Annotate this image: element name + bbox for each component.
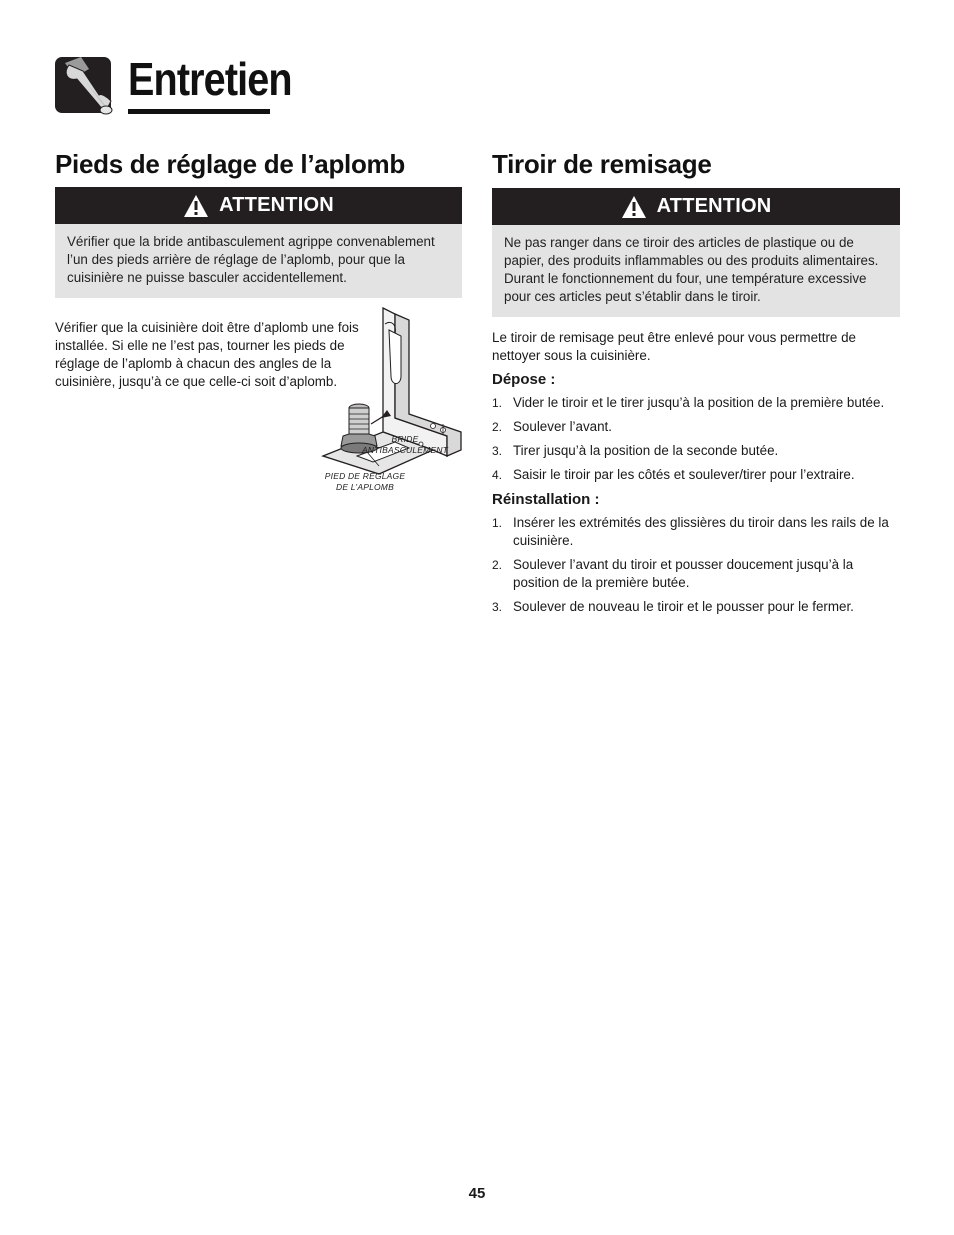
removal-heading: Dépose : — [492, 371, 556, 388]
list-item: 1. Insérer les extrémités des glissières du tiroir dans les rails de la cuisinière. — [492, 515, 889, 548]
attention-label: ATTENTION — [219, 194, 334, 216]
reinstallation-heading: Réinstallation : — [492, 491, 600, 508]
list-item: 3. Soulever de nouveau le tiroir et le pousser pour le fermer. — [492, 599, 854, 614]
storage-drawer-section — [492, 148, 900, 622]
warning-icon — [183, 194, 209, 218]
leveling-leg-label: PIED DE RÉGLAGE DE L’APLOMB — [324, 471, 406, 492]
warning-icon — [621, 195, 647, 219]
attention-text: Vérifier que la bride antibasculement agrippe convenablement l’un des pieds arrière de réglage de l’aplomb, pour que la cuisinière ne puisse basculer accidentellement. — [55, 224, 462, 298]
title-rule — [128, 109, 270, 114]
tool-icon — [55, 55, 113, 117]
removal-steps — [492, 394, 900, 484]
leveling-instructions: Vérifier que la cuisinière doit être d’aplomb une fois installée. Si elle ne l’est pas, tourner les pieds de réglage de l’aplomb à chacun des angles de la cuisinière, jusqu’à ce que celle-ci soit d’aplomb. — [55, 320, 359, 389]
bracket-label: BRIDE ANTIBASCULEMENT — [361, 434, 449, 455]
attention-bar — [55, 187, 462, 224]
list-item: 2. Soulever l’avant du tiroir et pousser doucement jusqu’à la position de la première butée. — [492, 557, 854, 590]
page-title: Entretien — [128, 53, 292, 105]
section-heading-drawer: Tiroir de remisage — [492, 149, 712, 179]
attention-text: Ne pas ranger dans ce tiroir des articles de plastique ou de papier, des produits inflammables ou des produits alimentaires. Durant le fonctionnement du four, une température excessive pour ces articles peut s’établir dans le tiroir. — [492, 225, 900, 317]
page-number: 45 — [468, 1185, 486, 1202]
list-item: 4. Saisir le tiroir par les côtés et soulever/tirer pour l’extraire. — [492, 467, 855, 482]
section-heading-leveling: Pieds de réglage de l’aplomb — [55, 149, 405, 179]
list-item: 1. Vider le tiroir et le tirer jusqu’à la position de la première butée. — [492, 395, 885, 410]
list-item: 3. Tirer jusqu’à la position de la seconde butée. — [492, 443, 779, 458]
drawer-intro: Le tiroir de remisage peut être enlevé pour vous permettre de nettoyer sous la cuisinière. — [492, 330, 856, 363]
attention-bar — [492, 188, 900, 225]
attention-label: ATTENTION — [656, 195, 772, 217]
anti-tip-bracket-illustration — [283, 306, 473, 496]
list-item: 2. Soulever l’avant. — [492, 419, 612, 434]
leveling-legs-section — [55, 148, 462, 492]
reinstallation-steps — [492, 514, 900, 616]
